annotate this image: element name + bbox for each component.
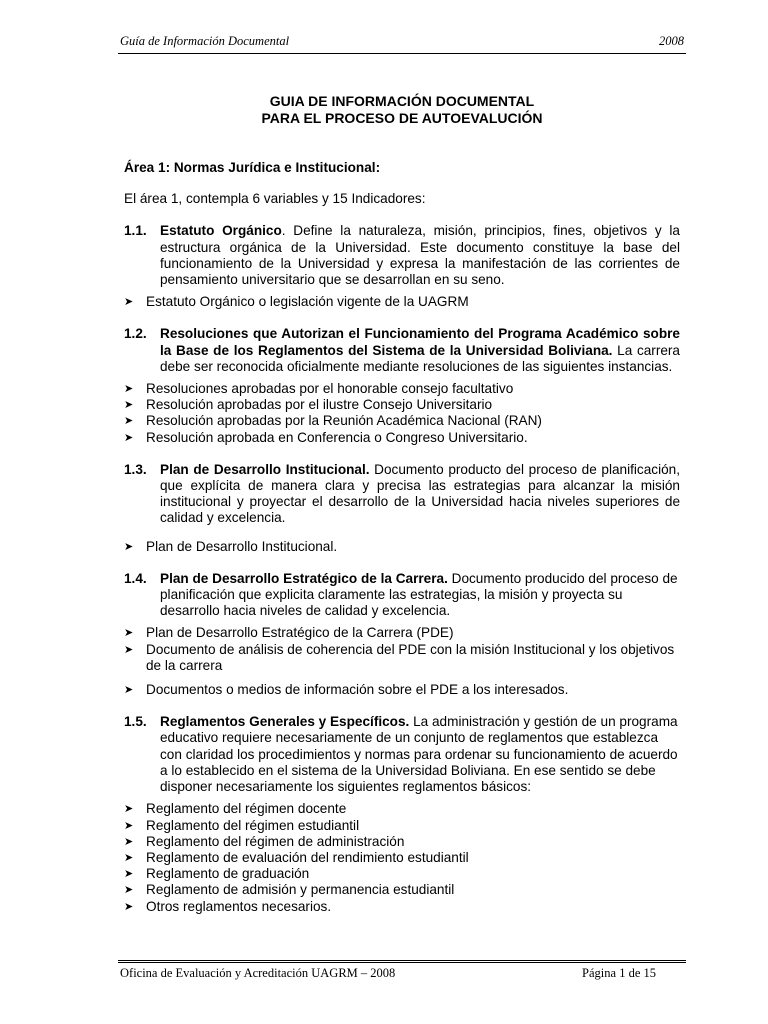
section-number: 1.3. — [124, 461, 147, 477]
running-footer — [120, 966, 656, 981]
list-item: ➤ Documentos o medios de información sobre el PDE a los interesados. — [124, 682, 569, 698]
list-item: ➤ Resolución aprobadas por la Reunión Académica Nacional (RAN) — [124, 413, 542, 429]
footer-rule — [118, 960, 686, 963]
header-year: 2008 — [659, 34, 684, 48]
arrow-bullet-icon: ➤ — [124, 415, 134, 428]
arrow-bullet-icon: ➤ — [124, 383, 134, 396]
arrow-bullet-icon: ➤ — [124, 835, 134, 848]
section-1-4 — [124, 571, 680, 620]
list-item: ➤ Reglamento del régimen estudiantil — [124, 817, 360, 833]
page-number: Página 1 de 15 — [582, 966, 656, 980]
list-item: ➤ Reglamento de admisión y permanencia estudiantil — [124, 882, 455, 898]
arrow-bullet-icon: ➤ — [124, 900, 134, 913]
list-item: ➤ Estatuto Orgánico o legislación vigente de la UAGRM — [124, 294, 469, 310]
arrow-bullet-icon: ➤ — [124, 884, 134, 897]
section-1-5 — [124, 714, 680, 795]
header-title: Guía de Información Documental — [120, 34, 290, 48]
list-item: ➤ Resolución aprobada en Conferencia o Congreso Universitario. — [124, 429, 528, 445]
section-number: 1.2. — [124, 326, 147, 342]
list-item: ➤ Plan de Desarrollo Institucional. — [124, 538, 338, 554]
section-number: 1.1. — [124, 223, 147, 239]
section-text — [160, 223, 680, 288]
arrow-bullet-icon: ➤ — [124, 627, 134, 640]
title-line-1: GUIA DE INFORMACIÓN DOCUMENTAL — [269, 93, 535, 109]
arrow-bullet-icon: ➤ — [124, 399, 134, 412]
arrow-bullet-icon: ➤ — [124, 684, 134, 697]
list-item: ➤ Plan de Desarrollo Estratégico de la Carrera (PDE) — [124, 625, 454, 641]
arrow-bullet-icon: ➤ — [124, 851, 134, 864]
section-number: 1.5. — [124, 714, 147, 730]
section-description: . Define la naturaleza, misión, principios, fines, objetivos y la estructura orgánica de la Universidad. Este documento constituye la base del funcionamiento de la Universidad y expresa la manifestación de las corrientes de pensamiento universitario que se desarrollan en su seno. — [160, 223, 680, 288]
footer-office: Oficina de Evaluación y Acreditación UAGRM – 2008 — [120, 966, 396, 980]
section-name: Estatuto Orgánico — [160, 223, 282, 239]
section-description: La administración y gestión de un programa educativo requiere necesariamente de un conjunto de reglamentos que establezca con claridad los procedimientos y normas para ordenar su funcionamiento de acuerdo a lo establecido en el sistema de la Universidad Boliviana. En ese sentido se debe disponer necesariamente los siguientes reglamentos básicos: — [160, 714, 678, 795]
section-text — [160, 714, 680, 795]
title-line-2: PARA EL PROCESO DE AUTOEVALUCIÓN — [261, 110, 543, 126]
section-text — [160, 571, 680, 620]
arrow-bullet-icon: ➤ — [124, 431, 134, 444]
list-item: ➤ Reglamento de graduación — [124, 866, 310, 882]
list-item: ➤ Reglamento de evaluación del rendimiento estudiantil — [124, 849, 469, 865]
section-1-1 — [124, 223, 680, 288]
arrow-bullet-icon: ➤ — [124, 643, 134, 656]
section-1-2-bullets — [124, 381, 680, 446]
section-1-1-bullets — [124, 294, 680, 310]
running-header — [120, 34, 684, 49]
section-description: La carrera debe ser reconocida oficialmente mediante resoluciones de las siguientes instancias. — [160, 342, 680, 374]
section-description: Documento producto del proceso de planificación, que explícita de manera clara y precisa las estrategias para alcanzar la misión institucional y proyectar el desarrollo de la Universidad hacia niveles superiores de calidad y excelencia. — [160, 461, 680, 526]
list-item: ➤ Reglamento del régimen de administración — [124, 833, 405, 849]
section-name: Plan de Desarrollo Institucional. — [160, 461, 370, 477]
list-item: ➤ Otros reglamentos necesarios. — [124, 898, 332, 914]
arrow-bullet-icon: ➤ — [124, 803, 134, 816]
arrow-bullet-icon: ➤ — [124, 540, 134, 553]
arrow-bullet-icon: ➤ — [124, 819, 134, 832]
section-text — [160, 462, 680, 527]
document-title — [124, 93, 680, 127]
arrow-bullet-icon: ➤ — [124, 868, 134, 881]
area-heading: Área 1: Normas Jurídica e Institucional: — [124, 160, 381, 175]
list-item: ➤ Resoluciones aprobadas por el honorable consejo facultativo — [124, 381, 514, 397]
section-1-3 — [124, 462, 680, 527]
section-name: Reglamentos Generales y Específicos. — [160, 714, 410, 730]
section-1-2 — [124, 326, 680, 375]
section-1-4-bullets — [124, 625, 680, 698]
document-body — [124, 93, 680, 931]
intro-paragraph: El área 1, contempla 6 variables y 15 Indicadores: — [124, 191, 426, 207]
section-text — [160, 326, 680, 375]
arrow-bullet-icon: ➤ — [124, 296, 134, 309]
header-rule — [118, 53, 686, 54]
section-name: Plan de Desarrollo Estratégico de la Carrera. — [160, 570, 448, 586]
section-1-3-bullets — [124, 539, 680, 555]
section-number: 1.4. — [124, 570, 147, 586]
section-name: Resoluciones que Autorizan el Funcionamiento del Programa Académico sobre la Base de los Reglamentos del Sistema de la Universidad Boliviana. — [160, 326, 680, 358]
section-1-5-bullets — [124, 801, 680, 914]
list-item: ➤ Reglamento del régimen docente — [124, 801, 347, 817]
list-item: ➤ Resolución aprobadas por el ilustre Consejo Universitario — [124, 397, 493, 413]
section-description: Documento producido del proceso de planificación que explicita claramente las estrategias, la misión y proyecta su desarrollo hacia niveles de calidad y excelencia. — [160, 570, 678, 619]
list-item: ➤ Documento de análisis de coherencia del PDE con la misión Institucional y los objetivos de la carrera — [124, 641, 675, 673]
